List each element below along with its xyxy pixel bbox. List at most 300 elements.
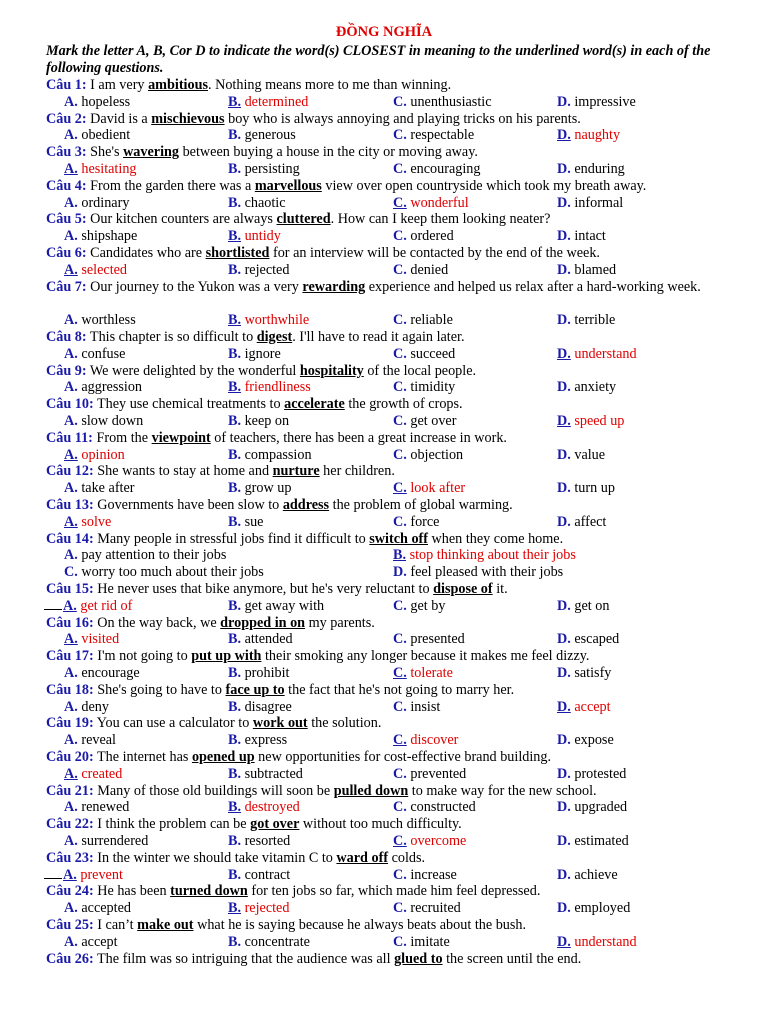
- option-b[interactable]: [228, 799, 300, 816]
- option-text: turn up: [570, 480, 615, 497]
- option-letter: B.: [228, 228, 242, 245]
- option-b[interactable]: [228, 631, 293, 648]
- option-c[interactable]: [393, 195, 469, 212]
- option-text: compassion: [241, 446, 312, 463]
- option-b[interactable]: [228, 766, 303, 783]
- question-label: Câu 26:: [46, 950, 94, 967]
- option-letter: C.: [393, 513, 407, 530]
- option-a[interactable]: [64, 447, 125, 464]
- option-a[interactable]: [64, 127, 130, 144]
- option-letter: B.: [228, 631, 242, 648]
- option-a[interactable]: [64, 379, 142, 396]
- underlined-target: turned down: [170, 883, 248, 900]
- question-label: Câu 10:: [46, 396, 94, 413]
- option-letter: C.: [393, 631, 407, 648]
- option-d[interactable]: [557, 480, 615, 497]
- question-20: [46, 749, 762, 766]
- underlined-target: viewpoint: [151, 429, 211, 446]
- option-c[interactable]: [393, 228, 454, 245]
- option-text: worthless: [77, 312, 136, 329]
- option-letter: B.: [228, 866, 242, 883]
- correct-answer: understand: [570, 933, 637, 950]
- question-label: Câu 24:: [46, 883, 94, 900]
- option-b[interactable]: [228, 900, 289, 917]
- option-text: succeed: [406, 345, 456, 362]
- option-b[interactable]: [228, 94, 308, 111]
- underlined-target: ward off: [336, 849, 389, 866]
- option-d[interactable]: [557, 699, 611, 716]
- option-d[interactable]: [557, 228, 606, 245]
- option-b[interactable]: [228, 312, 309, 329]
- option-a[interactable]: [64, 900, 131, 917]
- option-text: pay attention to their jobs: [77, 547, 227, 564]
- question-label: Câu 16:: [46, 614, 94, 631]
- option-c[interactable]: [393, 631, 465, 648]
- option-a[interactable]: [44, 598, 132, 615]
- question-8: [46, 329, 762, 346]
- question-23: [46, 850, 762, 867]
- option-b[interactable]: [228, 833, 290, 850]
- option-letter: D.: [557, 900, 571, 917]
- option-letter: B.: [228, 900, 242, 917]
- option-d[interactable]: [557, 379, 616, 396]
- option-c[interactable]: [64, 564, 264, 581]
- question-label: Câu 25:: [46, 917, 94, 933]
- correct-answer: destroyed: [241, 799, 300, 816]
- option-letter: B.: [228, 161, 242, 177]
- option-a[interactable]: [64, 833, 148, 850]
- question-label: Câu 18:: [46, 681, 94, 698]
- option-letter: A.: [64, 345, 78, 362]
- option-letter: A.: [64, 194, 78, 211]
- option-text: shipshape: [77, 228, 138, 245]
- underlined-target: nurture: [272, 463, 320, 480]
- option-c[interactable]: [393, 480, 465, 497]
- option-b[interactable]: [228, 514, 263, 531]
- option-c[interactable]: [393, 127, 474, 144]
- option-text: keep on: [241, 413, 290, 429]
- option-d[interactable]: [557, 514, 606, 531]
- underlined-target: address: [282, 497, 330, 513]
- option-letter: C.: [393, 446, 407, 463]
- option-d[interactable]: [557, 732, 614, 749]
- option-letter: B.: [228, 480, 242, 497]
- option-letter: B.: [228, 513, 242, 530]
- option-d[interactable]: [557, 799, 627, 816]
- question-text: From the garden there was a: [86, 177, 255, 194]
- option-letter: A.: [63, 866, 77, 883]
- option-c[interactable]: [393, 346, 455, 363]
- option-text: informal: [570, 194, 624, 211]
- correct-answer: get rid of: [76, 597, 133, 614]
- option-a[interactable]: [44, 867, 123, 884]
- option-text: achieve: [570, 866, 618, 883]
- question-text-end: between buying a house in the city or moving away.: [179, 144, 478, 161]
- option-d[interactable]: [557, 631, 619, 648]
- question-text-end: when they come home.: [428, 530, 564, 547]
- option-letter: C.: [393, 765, 407, 782]
- question-12: [46, 463, 762, 480]
- option-text: sue: [241, 513, 264, 530]
- option-b[interactable]: [228, 379, 311, 396]
- option-letter: D.: [557, 866, 571, 883]
- question-label: Câu 17:: [46, 648, 94, 665]
- option-letter: B.: [228, 93, 242, 110]
- option-c[interactable]: [393, 833, 466, 850]
- option-text: respectable: [406, 127, 475, 144]
- option-text: hopeless: [77, 93, 131, 110]
- question-label: Câu 8:: [46, 329, 87, 345]
- correct-answer: solve: [77, 513, 112, 530]
- option-text: feel pleased with their jobs: [406, 564, 564, 581]
- option-text: objection: [406, 446, 464, 463]
- option-c[interactable]: [393, 161, 480, 178]
- correct-answer: rejected: [241, 900, 290, 917]
- option-letter: C.: [393, 480, 407, 497]
- question-21: [46, 783, 762, 800]
- option-b[interactable]: [228, 598, 324, 615]
- option-text: resorted: [241, 833, 291, 849]
- option-text: grow up: [241, 480, 292, 497]
- option-text: encouraging: [406, 161, 481, 177]
- question-text: I can’t: [93, 917, 138, 933]
- option-letter: B.: [228, 261, 242, 278]
- option-letter: A.: [64, 698, 78, 715]
- option-text: worry too much about their jobs: [77, 564, 264, 581]
- option-letter: C.: [393, 312, 407, 329]
- question-1: [46, 77, 762, 94]
- option-c[interactable]: [393, 699, 440, 716]
- question-16: [46, 615, 762, 632]
- option-letter: B.: [228, 379, 242, 396]
- option-letter: B.: [228, 799, 242, 816]
- instructions: Mark the letter A, B, Cor D to indicate the word(s) CLOSEST in meaning to the underlined word(s) in each of the following questions.: [46, 43, 711, 76]
- question-19: [46, 715, 762, 732]
- option-letter: A.: [64, 833, 78, 849]
- option-letter: A.: [64, 228, 78, 245]
- option-b[interactable]: [228, 480, 291, 497]
- option-text: reliable: [406, 312, 453, 329]
- option-letter: D.: [557, 513, 571, 530]
- underlined-target: make out: [137, 917, 194, 933]
- option-text: denied: [406, 261, 449, 278]
- correct-answer: worthwhile: [241, 312, 310, 329]
- option-b[interactable]: [228, 413, 289, 430]
- option-text: expose: [570, 732, 614, 749]
- option-text: concentrate: [241, 933, 310, 950]
- question-label: Câu 9:: [46, 362, 87, 379]
- question-text-end: my parents.: [305, 614, 375, 631]
- underlined-target: marvellous: [254, 177, 322, 194]
- option-letter: A.: [64, 631, 78, 648]
- option-d[interactable]: [557, 900, 630, 917]
- question-15: [46, 581, 762, 598]
- option-letter: B.: [228, 597, 242, 614]
- question-text-end: new opportunities for cost-effective brand building.: [254, 749, 552, 765]
- option-letter: C.: [393, 933, 407, 950]
- option-a[interactable]: [64, 547, 226, 564]
- option-text: take after: [77, 480, 135, 497]
- underlined-target: digest: [256, 329, 293, 345]
- question-label: Câu 12:: [46, 463, 94, 480]
- question-25: [46, 917, 762, 934]
- option-text: express: [241, 732, 288, 749]
- option-d[interactable]: [557, 413, 624, 430]
- option-text: get on: [570, 597, 610, 614]
- underlined-target: dropped in on: [220, 614, 306, 631]
- option-text: ordered: [406, 228, 454, 245]
- option-b[interactable]: [228, 699, 292, 716]
- option-text: affect: [570, 513, 607, 530]
- option-letter: B.: [228, 413, 242, 429]
- option-d[interactable]: [557, 766, 626, 783]
- option-letter: C.: [64, 564, 78, 581]
- question-text-end: . Nothing means more to me than winning.: [208, 77, 452, 93]
- option-letter: A.: [64, 127, 78, 144]
- option-a[interactable]: [64, 195, 129, 212]
- option-a[interactable]: [64, 699, 109, 716]
- question-label: Câu 14:: [46, 530, 94, 547]
- option-text: rejected: [241, 261, 290, 278]
- option-a[interactable]: [64, 631, 119, 648]
- option-text: obedient: [77, 127, 131, 144]
- correct-answer: visited: [77, 631, 120, 648]
- underlined-target: hospitality: [299, 362, 364, 379]
- option-d[interactable]: [557, 833, 629, 850]
- option-c[interactable]: [393, 665, 453, 682]
- option-d[interactable]: [393, 564, 563, 581]
- option-letter: A.: [64, 547, 78, 564]
- question-7: [46, 279, 762, 296]
- option-c[interactable]: [393, 799, 476, 816]
- option-text: get over: [406, 413, 457, 429]
- question-label: Câu 7:: [46, 278, 87, 295]
- option-letter: B.: [228, 732, 242, 749]
- correct-answer: discover: [406, 732, 459, 749]
- option-text: unenthusiastic: [406, 93, 492, 110]
- option-d[interactable]: [557, 195, 623, 212]
- option-text: deny: [77, 698, 109, 715]
- option-c[interactable]: [393, 312, 453, 329]
- option-b[interactable]: [228, 447, 312, 464]
- option-letter: C.: [393, 161, 407, 177]
- question-text-end: the problem of global warming.: [329, 497, 513, 513]
- question-text-end: colds.: [388, 849, 426, 866]
- option-letter: A.: [64, 765, 78, 782]
- option-letter: A.: [64, 93, 78, 110]
- option-text: attended: [241, 631, 293, 648]
- question-text-end: . How can I keep them looking neater?: [330, 211, 551, 228]
- option-text: contract: [241, 866, 291, 883]
- question-text-end: the screen until the end.: [442, 950, 582, 967]
- option-b[interactable]: [393, 547, 576, 564]
- option-b[interactable]: [228, 867, 290, 884]
- option-letter: B.: [228, 446, 242, 463]
- option-text: accepted: [77, 900, 131, 917]
- option-a[interactable]: [64, 934, 118, 951]
- option-a[interactable]: [64, 665, 140, 682]
- option-letter: D.: [557, 833, 571, 849]
- question-text: Many of those old buildings will soon be: [93, 782, 334, 799]
- question-text-end: what he is saying because he always beats about the bush.: [193, 917, 527, 933]
- option-c[interactable]: [393, 867, 457, 884]
- option-letter: D.: [557, 698, 571, 715]
- question-text: She's going to have to: [93, 681, 226, 698]
- option-letter: C.: [393, 698, 407, 715]
- option-b[interactable]: [228, 346, 281, 363]
- option-a[interactable]: [64, 732, 116, 749]
- option-a[interactable]: [64, 514, 111, 531]
- option-c[interactable]: [393, 413, 456, 430]
- question-label: Câu 1:: [46, 77, 87, 93]
- question-text: On the way back, we: [93, 614, 221, 631]
- question-label: Câu 21:: [46, 782, 94, 799]
- question-text: Governments have been slow to: [93, 497, 283, 513]
- option-c[interactable]: [393, 262, 448, 279]
- question-6: [46, 245, 762, 262]
- correct-answer: accept: [570, 698, 611, 715]
- option-c[interactable]: [393, 379, 455, 396]
- option-d[interactable]: [557, 312, 615, 329]
- option-d[interactable]: [557, 447, 605, 464]
- question-text: You can use a calculator to: [93, 715, 253, 732]
- question-text: I think the problem can be: [93, 816, 251, 833]
- option-letter: C.: [393, 833, 407, 849]
- option-letter: D.: [557, 665, 571, 681]
- option-letter: A.: [64, 799, 78, 816]
- option-d[interactable]: [557, 94, 636, 111]
- option-b[interactable]: [228, 228, 281, 245]
- question-9: [46, 363, 762, 380]
- question-text: He has been: [93, 883, 171, 900]
- option-d[interactable]: [557, 934, 637, 951]
- option-a[interactable]: [64, 262, 127, 279]
- question-label: Câu 20:: [46, 749, 94, 765]
- option-letter: D.: [557, 446, 571, 463]
- option-text: aggression: [77, 379, 143, 396]
- option-letter: A.: [63, 597, 77, 614]
- correct-answer: friendliness: [241, 379, 311, 396]
- option-text: terrible: [570, 312, 616, 329]
- option-letter: B.: [393, 547, 407, 564]
- option-c[interactable]: [393, 934, 450, 951]
- correct-answer: untidy: [241, 228, 281, 245]
- question-13: [46, 497, 762, 514]
- option-d[interactable]: [557, 127, 620, 144]
- question-5: [46, 211, 762, 228]
- option-letter: C.: [393, 665, 407, 681]
- option-c[interactable]: [393, 732, 458, 749]
- option-a[interactable]: [64, 799, 129, 816]
- correct-answer: opinion: [77, 446, 125, 463]
- option-a[interactable]: [64, 346, 125, 363]
- option-a[interactable]: [64, 94, 130, 111]
- option-letter: C.: [393, 228, 407, 245]
- option-a[interactable]: [64, 312, 136, 329]
- option-d[interactable]: [557, 598, 609, 615]
- question-text-end: for an interview will be contacted by the end of the week.: [269, 245, 600, 261]
- option-letter: D.: [557, 413, 571, 429]
- option-d[interactable]: [557, 665, 611, 682]
- question-text-end: boy who is always annoying and playing tricks on his parents.: [224, 110, 581, 127]
- option-letter: D.: [557, 379, 571, 396]
- correct-answer: tolerate: [406, 665, 453, 681]
- correct-answer: understand: [570, 345, 637, 362]
- option-b[interactable]: [228, 262, 289, 279]
- option-letter: B.: [228, 312, 242, 329]
- option-c[interactable]: [393, 598, 445, 615]
- correct-answer: determined: [241, 93, 309, 110]
- question-text: Candidates who are: [86, 245, 206, 261]
- option-letter: A.: [64, 513, 78, 530]
- option-b[interactable]: [228, 732, 287, 749]
- answer-blank-line: [44, 877, 62, 879]
- option-letter: B.: [228, 665, 242, 681]
- option-letter: C.: [393, 345, 407, 362]
- option-text: slow down: [77, 413, 144, 429]
- option-letter: B.: [228, 127, 242, 144]
- option-text: blamed: [570, 261, 617, 278]
- option-letter: C.: [393, 194, 407, 211]
- question-text-end: . I'll have to read it again later.: [292, 329, 465, 345]
- option-text: confuse: [77, 345, 126, 362]
- correct-answer: wonderful: [406, 194, 469, 211]
- option-d[interactable]: [557, 262, 616, 279]
- question-4: [46, 178, 762, 195]
- option-c[interactable]: [393, 766, 466, 783]
- option-text: presented: [406, 631, 465, 648]
- option-letter: A.: [64, 261, 78, 278]
- option-a[interactable]: [64, 766, 122, 783]
- option-b[interactable]: [228, 665, 290, 682]
- option-b[interactable]: [228, 161, 300, 178]
- option-text: recruited: [406, 900, 461, 917]
- question-text: In the winter we should take vitamin C to: [93, 849, 337, 866]
- question-11: [46, 430, 762, 447]
- option-d[interactable]: [557, 161, 625, 178]
- question-text: She's: [86, 144, 124, 161]
- underlined-target: cluttered: [276, 211, 331, 228]
- option-d[interactable]: [557, 867, 618, 884]
- option-text: anxiety: [570, 379, 617, 396]
- option-c[interactable]: [393, 514, 439, 531]
- option-c[interactable]: [393, 900, 461, 917]
- option-text: chaotic: [241, 194, 286, 211]
- option-letter: D.: [393, 564, 407, 581]
- question-text: David is a: [86, 110, 152, 127]
- option-a[interactable]: [64, 480, 135, 497]
- option-a[interactable]: [64, 161, 137, 178]
- question-22: [46, 816, 762, 833]
- option-b[interactable]: [228, 934, 310, 951]
- option-text: constructed: [406, 799, 476, 816]
- option-c[interactable]: [393, 94, 492, 111]
- question-text-end: to make way for the new school.: [408, 782, 597, 799]
- option-a[interactable]: [64, 228, 137, 245]
- correct-answer: selected: [77, 261, 128, 278]
- option-text: satisfy: [570, 665, 612, 681]
- question-14: [46, 531, 762, 548]
- option-letter: A.: [64, 480, 78, 497]
- option-c[interactable]: [393, 447, 463, 464]
- option-text: enduring: [570, 161, 625, 177]
- option-b[interactable]: [228, 195, 286, 212]
- option-d[interactable]: [557, 346, 637, 363]
- option-b[interactable]: [228, 127, 296, 144]
- option-a[interactable]: [64, 413, 143, 430]
- option-letter: B.: [228, 833, 242, 849]
- underlined-target: shortlisted: [205, 245, 270, 261]
